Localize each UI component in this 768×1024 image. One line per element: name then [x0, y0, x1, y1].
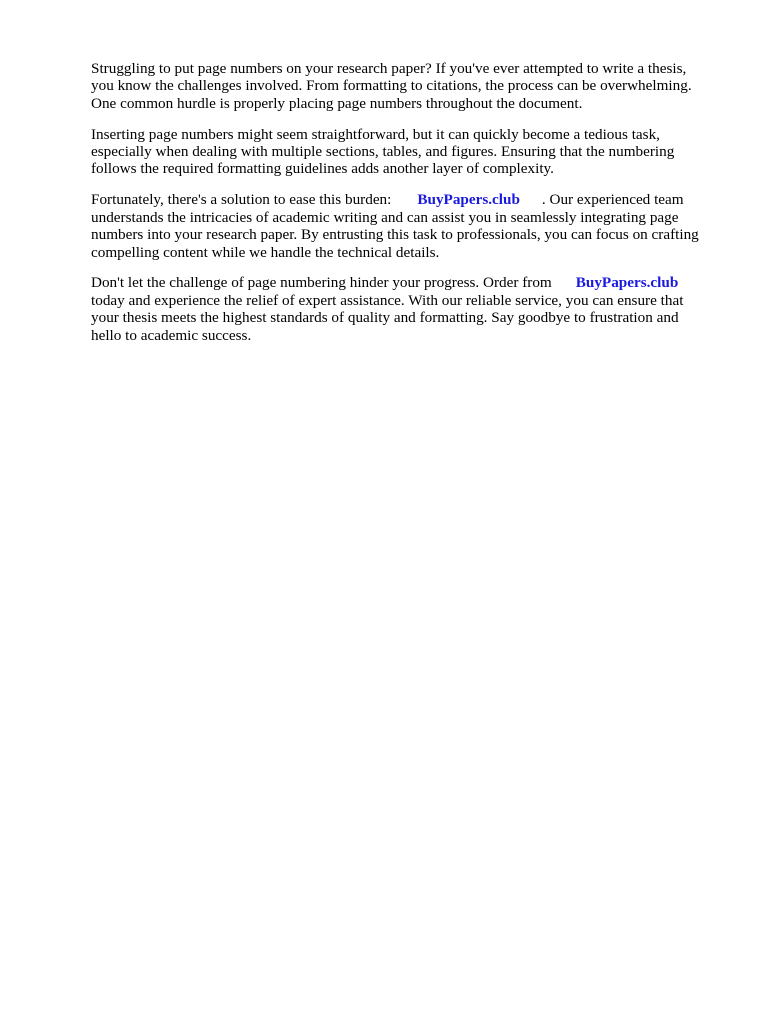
text-line: follows the required formatting guidelines adds another layer of complexity. [91, 160, 554, 178]
buypapers-link[interactable]: BuyPapers.club [417, 191, 520, 209]
text-line: Inserting page numbers might seem straightforward, but it can quickly become a tedious task, [91, 125, 660, 143]
text-fragment: Don't let the challenge of page numbering hinder your progress. Order from [91, 274, 552, 292]
paragraph-solution [91, 191, 721, 261]
text-fragment: . Our experienced team [541, 191, 684, 209]
text-line: Struggling to put page numbers on your research paper? If you've ever attempted to write a thesis, [91, 60, 687, 77]
document-body [91, 60, 721, 357]
paragraph-difficulty [91, 126, 721, 178]
text-line: compelling content while we handle the technical details. [91, 243, 440, 261]
text-line [91, 274, 721, 291]
text-line: today and experience the relief of expert assistance. With our reliable service, you can ensure that [91, 291, 684, 309]
text-line: numbers into your research paper. By entrusting this task to professionals, you can focus on crafting [91, 226, 699, 244]
paragraph-call-to-action [91, 274, 721, 344]
text-line: you know the challenges involved. From formatting to citations, the process can be overwhelming. [91, 77, 692, 95]
text-line: understands the intricacies of academic writing and can assist you in seamlessly integrating page [91, 208, 679, 226]
text-fragment: Fortunately, there's a solution to ease this burden: [91, 191, 392, 209]
text-line: hello to academic success. [91, 326, 252, 344]
paragraph-intro [91, 60, 721, 112]
text-line [91, 191, 721, 208]
text-line: your thesis meets the highest standards of quality and formatting. Say goodbye to frustration and [91, 309, 679, 327]
text-line: One common hurdle is properly placing page numbers throughout the document. [91, 94, 583, 112]
text-line: especially when dealing with multiple sections, tables, and figures. Ensuring that the numbering [91, 143, 675, 161]
buypapers-link[interactable]: BuyPapers.club [575, 274, 679, 292]
